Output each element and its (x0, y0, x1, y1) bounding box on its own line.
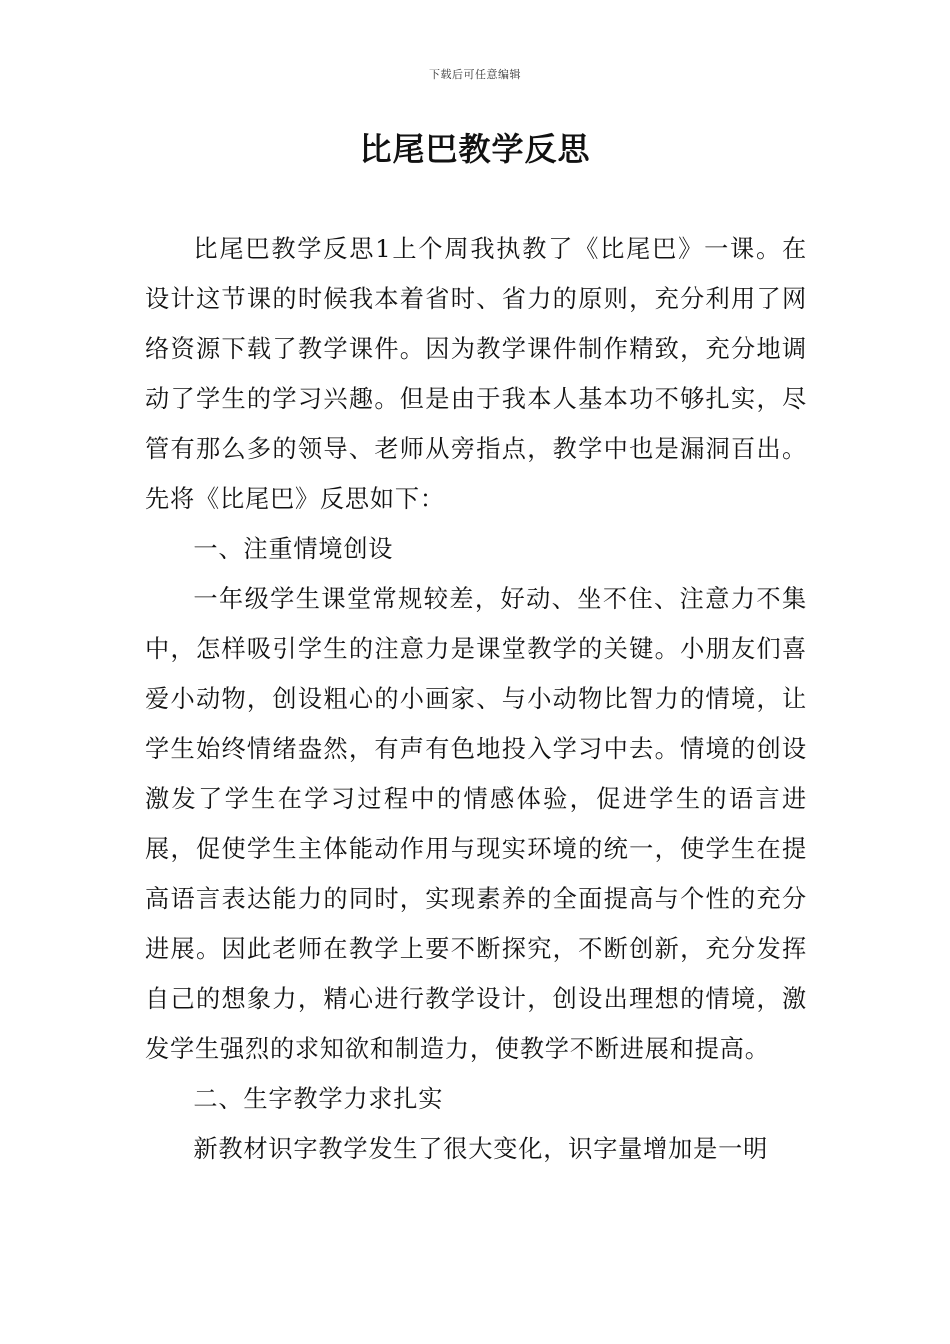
paragraph-section-2: 新教材识字教学发生了很大变化，识字量增加是一明 (193, 1135, 769, 1163)
document-body (145, 224, 807, 1174)
paragraph-intro: 比尾巴教学反思1上个周我执教了《比尾巴》一课。在设计这节课的时候我本着省时、省力的原则，充分利用了网络资源下载了教学课件。因为教学课件制作精致，充分地调动了学生的学习兴趣。但是由于我本人基本功不够扎实，尽管有那么多的领导、老师从旁指点，教学中也是漏洞百出。先将《比尾巴》反思如下： (145, 235, 807, 513)
paragraph-section-1: 一年级学生课堂常规较差，好动、坐不住、注意力不集中，怎样吸引学生的注意力是课堂教学的关键。小朋友们喜爱小动物，创设粗心的小画家、与小动物比智力的情境，让学生始终情绪盎然，有声有色地投入学习中去。情境的创设激发了学生在学习过程中的情感体验，促进学生的语言进展，促使学生主体能动作用与现实环境的统一，使学生在提高语言表达能力的同时，实现素养的全面提高与个性的充分进展。因此老师在教学上要不断探究，不断创新，充分发挥自己的想象力，精心进行教学设计，创设出理想的情境，激发学生强烈的求知欲和制造力，使教学不断进展和提高。 (145, 585, 807, 1063)
section-heading-1: 一、注重情境创设 (193, 535, 394, 563)
page-title: 比尾巴教学反思 (359, 130, 591, 168)
section-heading-2: 二、生字教学力求扎实 (193, 1085, 444, 1113)
header-note: 下载后可任意编辑 (429, 68, 521, 81)
